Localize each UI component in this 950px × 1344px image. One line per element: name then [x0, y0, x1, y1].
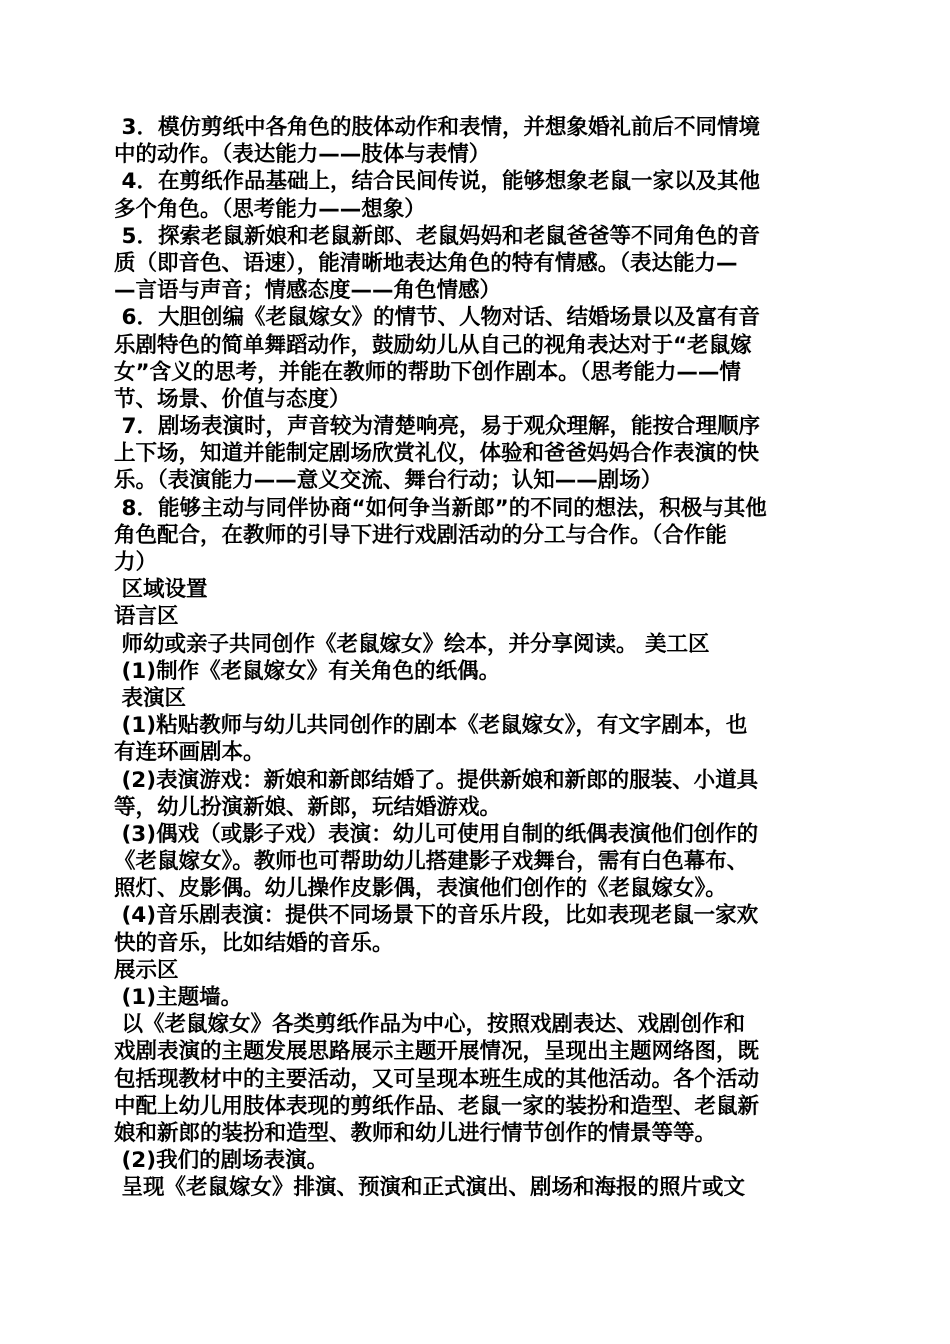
text-line: 女”含义的思考，并能在教师的帮助下创作剧本。（思考能力——情: [114, 359, 741, 385]
text-line: 5．探索老鼠新娘和老鼠新郎、老鼠妈妈和老鼠爸爸等不同角色的音: [114, 223, 760, 249]
text-line: (3)偶戏（或影子戏）表演：幼儿可使用自制的纸偶表演他们创作的: [114, 821, 759, 847]
text-line: (1)制作《老鼠嫁女》有关角色的纸偶。: [114, 658, 501, 684]
text-line: 多个角色。（思考能力——想象）: [114, 196, 426, 222]
text-line: (1)粘贴教师与幼儿共同创作的剧本《老鼠嫁女》，有文字剧本，也: [114, 713, 748, 739]
text-line: 质（即音色、语速），能清晰地表达角色的特有情感。（表达能力—: [114, 250, 738, 276]
text-line: (2)我们的剧场表演。: [114, 1148, 329, 1174]
document-body: [114, 114, 840, 1202]
section-heading: 语言区: [114, 604, 179, 630]
text-line: 7．剧场表演时，声音较为清楚响亮，易于观众理解，能按合理顺序: [114, 414, 760, 440]
text-line: 乐。（表演能力——意义交流、舞台行动；认知——剧场）: [114, 468, 663, 494]
text-line: 快的音乐，比如结婚的音乐。: [114, 930, 394, 956]
text-line: 4．在剪纸作品基础上，结合民间传说，能够想象老鼠一家以及其他: [114, 169, 760, 195]
text-line: 《老鼠嫁女》。教师也可帮助幼儿搭建影子戏舞台，需有白色幕布、: [114, 849, 749, 875]
text-line: —言语与声音；情感态度——角色情感）: [114, 278, 502, 304]
text-line: 包括现教材中的主要活动，又可呈现本班生成的其他活动。各个活动: [114, 1066, 760, 1092]
text-line: 角色配合，在教师的引导下进行戏剧活动的分工与合作。（合作能: [114, 522, 727, 548]
section-heading: 区域设置: [114, 577, 208, 603]
text-line: 中配上幼儿用肢体表现的剪纸作品、老鼠一家的装扮和造型、老鼠新: [114, 1093, 760, 1119]
section-heading: 表演区: [114, 685, 186, 711]
text-line: 上下场，知道并能制定剧场欣赏礼仪，体验和爸爸妈妈合作表演的快: [114, 441, 760, 467]
section-heading: 展示区: [114, 957, 179, 983]
text-line: 等，幼儿扮演新娘、新郎，玩结婚游戏。: [114, 794, 502, 820]
text-line: 8．能够主动与同伴协商“如何争当新郎”的不同的想法，积极与其他: [114, 495, 767, 521]
text-line: (2)表演游戏：新娘和新郎结婚了。提供新娘和新郎的服装、小道具: [114, 767, 759, 793]
text-line: 力）: [114, 550, 158, 575]
text-line: 照灯、皮影偶。幼儿操作皮影偶，表演他们创作的《老鼠嫁女》。: [114, 876, 727, 902]
text-line: 师幼或亲子共同创作《老鼠嫁女》绘本，并分享阅读。 美工区: [114, 631, 710, 657]
text-line: 以《老鼠嫁女》各类剪纸作品为中心，按照戏剧表达、戏剧创作和: [114, 1012, 745, 1038]
text-line: 乐剧特色的简单舞蹈动作，鼓励幼儿从自己的视角表达对于“老鼠嫁: [114, 332, 752, 358]
text-line: 呈现《老鼠嫁女》排演、预演和正式演出、剧场和海报的照片或文: [114, 1175, 745, 1201]
text-line: 有连环画剧本。: [114, 740, 265, 766]
text-line: 戏剧表演的主题发展思路展示主题开展情况，呈现出主题网络图，既: [114, 1039, 760, 1065]
text-line: 中的动作。（表达能力——肢体与表情）: [114, 142, 491, 168]
text-line: (1)主题墙。: [114, 985, 243, 1010]
text-line: 娘和新郎的装扮和造型、教师和幼儿进行情节创作的情景等等。: [114, 1120, 717, 1146]
text-line: 3．模仿剪纸中各角色的肢体动作和表情，并想象婚礼前后不同情境: [114, 115, 760, 140]
text-line: (4)音乐剧表演：提供不同场景下的音乐片段，比如表现老鼠一家欢: [114, 903, 759, 929]
text-line: 节、场景、价值与态度）: [114, 386, 351, 412]
text-line: 6．大胆创编《老鼠嫁女》的情节、人物对话、结婚场景以及富有音: [114, 305, 760, 331]
